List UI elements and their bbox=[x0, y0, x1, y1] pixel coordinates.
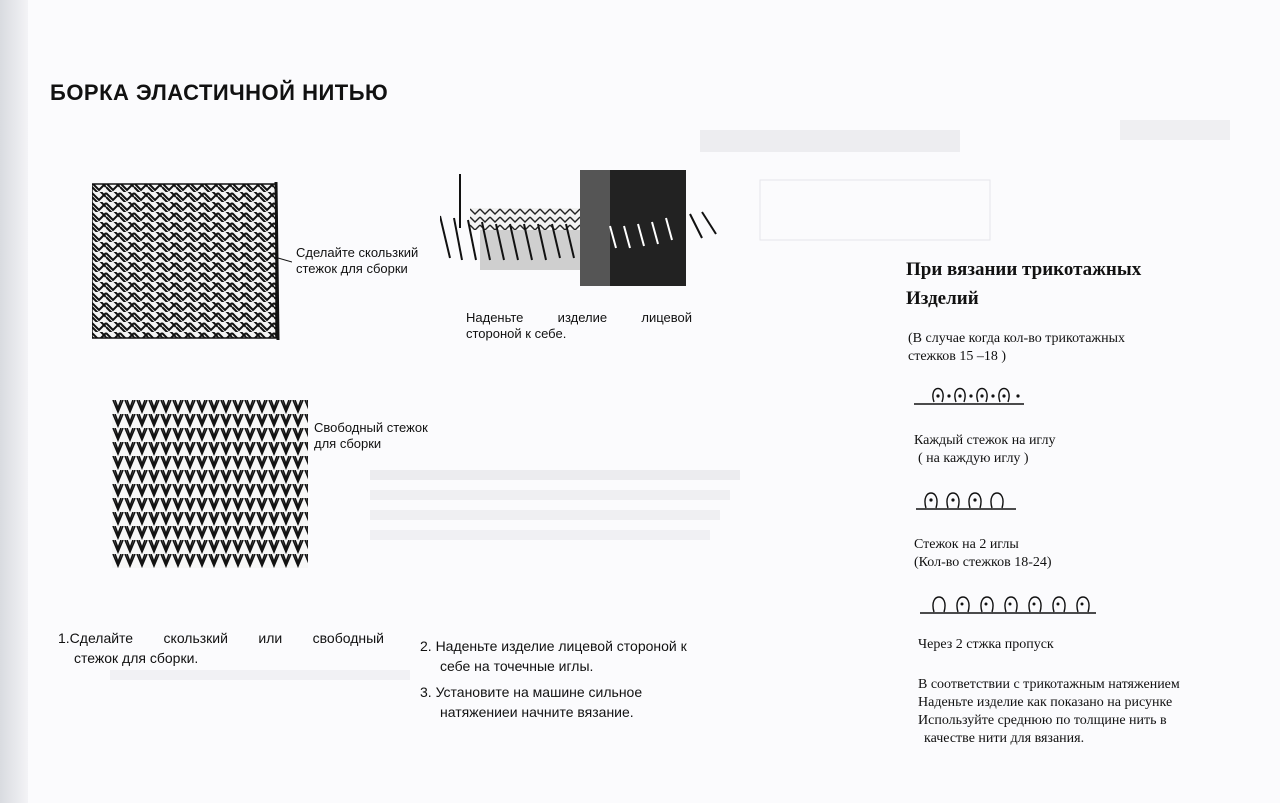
step-1 bbox=[58, 628, 384, 668]
slip-label-line-2: стежок для сборки bbox=[296, 261, 408, 276]
slip-label-line-1: Сделайте скользкий bbox=[296, 245, 419, 260]
skip-note: Через 2 стжка пропуск bbox=[918, 637, 1054, 652]
final-line-1: В соответствии с трикотажным натяжением bbox=[918, 677, 1180, 692]
final-line-2: Наденьте изделие как показано на рисунке bbox=[918, 695, 1173, 710]
each-line-2: ( на каждую иглу ) bbox=[918, 451, 1029, 466]
center-caption bbox=[466, 310, 692, 342]
each-stitch-note bbox=[914, 432, 1055, 468]
right-heading-line-1: При вязании трикотажных bbox=[906, 259, 1142, 280]
right-heading bbox=[906, 255, 1226, 313]
right-heading-line-2: Изделий bbox=[906, 288, 979, 309]
step-1-line-1: 1.Сделайте скользкий или свободный bbox=[58, 630, 384, 646]
stitch-count-note bbox=[908, 330, 1125, 366]
center-caption-line-1: Наденьте изделие лицевой bbox=[466, 310, 692, 325]
loop-diagram-two-needles bbox=[920, 582, 1100, 616]
slip-stitch-label bbox=[296, 245, 418, 277]
page-title: БОРКА ЭЛАСТИЧНОЙ НИТЬЮ bbox=[50, 80, 389, 105]
final-line-3: Используйте среднюю по толщине нить в bbox=[918, 713, 1167, 728]
final-instructions bbox=[918, 676, 1180, 748]
loop-diagram-every-needle bbox=[914, 374, 1034, 408]
note-line-2: стежков 15 –18 ) bbox=[908, 349, 1007, 364]
step-3 bbox=[420, 682, 642, 722]
loop-diagram-each-needle bbox=[916, 478, 1026, 512]
free-label-line-1: Свободный стежок bbox=[314, 420, 428, 435]
note-line-1: (В случае когда кол-во трикотажных bbox=[908, 331, 1125, 346]
free-stitch-label bbox=[314, 420, 428, 452]
two-line-1: Стежок на 2 иглы bbox=[914, 537, 1019, 552]
two-line-2: (Кол-во стежков 18-24) bbox=[914, 555, 1052, 570]
two-needle-note bbox=[914, 536, 1052, 572]
step-1-line-2: стежок для сборки. bbox=[74, 650, 199, 666]
step-2-line-1: 2. Наденьте изделие лицевой стороной к bbox=[420, 638, 687, 654]
step-3-line-2: натяжениеи начните вязание. bbox=[440, 704, 634, 720]
each-line-1: Каждый стежок на иглу bbox=[914, 433, 1056, 448]
step-3-line-1: 3. Установите на машине сильное bbox=[420, 684, 643, 700]
knit-swatch-free-image bbox=[112, 400, 312, 570]
final-line-4: качестве нити для вязания. bbox=[924, 731, 1085, 746]
fabric-on-needles-image bbox=[440, 168, 720, 298]
center-caption-line-2: стороной к себе. bbox=[466, 326, 567, 341]
free-label-line-2: для сборки bbox=[314, 436, 382, 451]
knit-swatch-slip-image bbox=[92, 182, 292, 342]
step-2-line-2: себе на точечные иглы. bbox=[440, 658, 594, 674]
step-2 bbox=[420, 636, 687, 676]
